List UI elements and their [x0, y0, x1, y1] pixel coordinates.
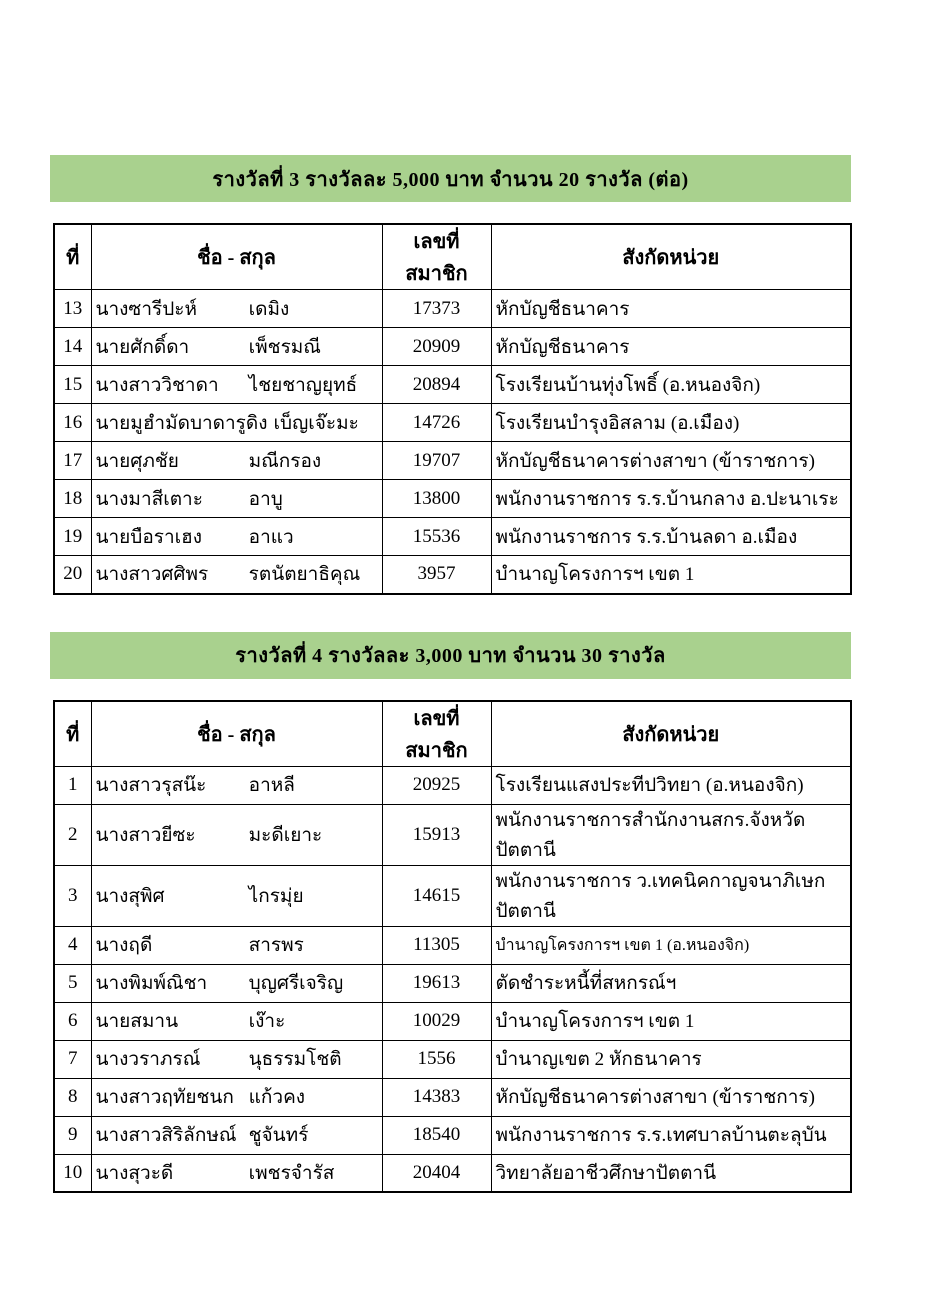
prize-4-table — [53, 700, 852, 1194]
unit-cell: หักบัญชีธนาคาร — [491, 290, 851, 328]
table-header-row — [54, 224, 851, 290]
row-number-cell: 7 — [54, 1040, 91, 1078]
prize-3-table — [53, 223, 852, 595]
unit-cell: ตัดชำระหนี้ที่สหกรณ์ฯ — [491, 964, 851, 1002]
last-name: นุธรรมโชติ — [248, 1049, 342, 1070]
last-name: ไกรมุ่ย — [248, 885, 304, 907]
last-name: แก้วคง — [248, 1087, 306, 1108]
name-cell — [91, 1116, 382, 1154]
unit-cell: โรงเรียนบ้านทุ่งโพธิ์ (อ.หนองจิก) — [491, 366, 851, 404]
last-name: อาหลี — [248, 775, 295, 796]
first-name: นางมาสีเตาะ — [95, 488, 203, 510]
column-header-name: ชื่อ - สกุล — [91, 224, 382, 290]
name-cell — [91, 804, 382, 865]
first-name: นางสุวะดี — [95, 1162, 174, 1184]
unit-cell: บำนาญโครงการฯ เขต 1 — [491, 556, 851, 594]
first-name: นางซารีปะห์ — [95, 298, 197, 320]
first-name: นายศักดิ์ดา — [95, 336, 190, 358]
column-header-member: เลขที่สมาชิก — [382, 224, 491, 290]
member-number-cell: 11305 — [382, 926, 491, 964]
member-number-cell: 20404 — [382, 1154, 491, 1192]
last-name: มณีกรอง — [248, 450, 322, 472]
prize-4-banner — [50, 632, 851, 679]
member-number-cell: 14383 — [382, 1078, 491, 1116]
row-number-cell: 15 — [54, 366, 91, 404]
first-name: นางสาววิชาดา — [95, 374, 219, 396]
name-cell — [91, 480, 382, 518]
last-name: อาบู — [248, 488, 283, 510]
row-number-cell: 1 — [54, 766, 91, 804]
unit-cell: หักบัญชีธนาคารต่างสาขา (ข้าราชการ) — [491, 1078, 851, 1116]
row-number-cell: 19 — [54, 518, 91, 556]
name-cell — [91, 926, 382, 964]
member-number-cell: 19613 — [382, 964, 491, 1002]
name-cell — [91, 556, 382, 594]
last-name: มะดีเยาะ — [248, 824, 323, 846]
unit-cell: โรงเรียนแสงประทีปวิทยา (อ.หนองจิก) — [491, 766, 851, 804]
last-name: ไชยชาญยุทธ์ — [248, 374, 358, 396]
member-number-cell: 14615 — [382, 865, 491, 926]
last-name: อาแว — [248, 526, 294, 548]
unit-cell: บำนาญโครงการฯ เขต 1 (อ.หนองจิก) — [491, 926, 851, 964]
first-name: นางฤดี — [95, 935, 153, 956]
name-cell — [91, 1040, 382, 1078]
row-number-cell: 10 — [54, 1154, 91, 1192]
member-number-cell: 15536 — [382, 518, 491, 556]
table-row — [54, 1116, 851, 1154]
name-cell — [91, 1078, 382, 1116]
last-name: เพชรจำรัส — [248, 1162, 335, 1184]
member-number-cell: 14726 — [382, 404, 491, 442]
member-number-cell: 10029 — [382, 1002, 491, 1040]
row-number-cell: 17 — [54, 442, 91, 480]
first-name: นางสาวศศิพร — [95, 564, 209, 586]
row-number-cell: 4 — [54, 926, 91, 964]
name-cell — [91, 964, 382, 1002]
table-row — [54, 518, 851, 556]
member-number-cell: 18540 — [382, 1116, 491, 1154]
unit-cell: พนักงานราชการ ร.ร.บ้านกลาง อ.ปะนาเระ — [491, 480, 851, 518]
table-row — [54, 865, 851, 926]
column-header-unit: สังกัดหน่วย — [491, 701, 851, 767]
row-number-cell: 13 — [54, 290, 91, 328]
prize-3-banner-title: รางวัลที่ 3 รางวัลละ 5,000 บาท จำนวน 20 รางวัล (ต่อ) — [212, 168, 689, 191]
first-name: นางสาวรุสน๊ะ — [95, 775, 207, 796]
table-row — [54, 1078, 851, 1116]
member-number-cell: 13800 — [382, 480, 491, 518]
name-cell — [91, 865, 382, 926]
table-row — [54, 1002, 851, 1040]
table-row — [54, 290, 851, 328]
row-number-cell: 9 — [54, 1116, 91, 1154]
unit-cell: พนักงานราชการ ร.ร.บ้านลดา อ.เมือง — [491, 518, 851, 556]
table-row — [54, 404, 851, 442]
row-number-cell: 16 — [54, 404, 91, 442]
unit-cell: หักบัญชีธนาคารต่างสาขา (ข้าราชการ) — [491, 442, 851, 480]
column-header-no: ที่ — [54, 701, 91, 767]
member-number-cell: 20894 — [382, 366, 491, 404]
name-cell — [91, 518, 382, 556]
row-number-cell: 5 — [54, 964, 91, 1002]
name-cell — [91, 766, 382, 804]
last-name: สารพร — [248, 935, 304, 956]
row-number-cell: 14 — [54, 328, 91, 366]
table-row — [54, 442, 851, 480]
row-number-cell: 20 — [54, 556, 91, 594]
unit-cell: บำนาญเขต 2 หักธนาคาร — [491, 1040, 851, 1078]
row-number-cell: 18 — [54, 480, 91, 518]
first-name: นางสาวฤทัยชนก — [95, 1087, 234, 1108]
row-number-cell: 3 — [54, 865, 91, 926]
first-name: นางสาวยีซะ — [95, 824, 196, 846]
row-number-cell: 8 — [54, 1078, 91, 1116]
table-row — [54, 1040, 851, 1078]
prize-4-banner-title: รางวัลที่ 4 รางวัลละ 3,000 บาท จำนวน 30 รางวัล — [235, 645, 666, 667]
table-row — [54, 556, 851, 594]
member-number-cell: 20925 — [382, 766, 491, 804]
name-cell — [91, 442, 382, 480]
member-number-cell: 3957 — [382, 556, 491, 594]
table-row — [54, 1154, 851, 1192]
member-number-cell: 19707 — [382, 442, 491, 480]
last-name: บุญศรีเจริญ — [248, 973, 344, 994]
first-name: นางวราภรณ์ — [95, 1049, 201, 1070]
table-row — [54, 964, 851, 1002]
member-number-cell: 17373 — [382, 290, 491, 328]
last-name: เพ็ชรมณี — [248, 336, 321, 358]
row-number-cell: 6 — [54, 1002, 91, 1040]
column-header-name: ชื่อ - สกุล — [91, 701, 382, 767]
unit-cell: บำนาญโครงการฯ เขต 1 — [491, 1002, 851, 1040]
unit-cell: พนักงานราชการ ว.เทคนิคกาญจนาภิเษก ปัตตานี — [491, 865, 851, 926]
table-row — [54, 766, 851, 804]
page-content — [50, 155, 851, 1193]
last-name: เบ็ญเจ๊ะมะ — [273, 412, 359, 434]
table-row — [54, 328, 851, 366]
first-name: นายสมาน — [95, 1011, 179, 1032]
unit-cell: พนักงานราชการสำนักงานสกร.จังหวัดปัตตานี — [491, 804, 851, 865]
prize-3-banner — [50, 155, 851, 202]
name-cell — [91, 290, 382, 328]
name-cell — [91, 1002, 382, 1040]
unit-cell: โรงเรียนบำรุงอิสลาม (อ.เมือง) — [491, 404, 851, 442]
row-number-cell: 2 — [54, 804, 91, 865]
last-name: เดมิง — [248, 298, 290, 320]
table-row — [54, 804, 851, 865]
table-row — [54, 366, 851, 404]
first-name: นางสาวสิริลักษณ์ — [95, 1125, 237, 1146]
column-header-no: ที่ — [54, 224, 91, 290]
column-header-member: เลขที่สมาชิก — [382, 701, 491, 767]
name-cell — [91, 1154, 382, 1192]
member-number-cell: 20909 — [382, 328, 491, 366]
first-name: นายบือราเฮง — [95, 526, 203, 548]
member-number-cell: 1556 — [382, 1040, 491, 1078]
member-number-cell: 15913 — [382, 804, 491, 865]
name-cell — [91, 328, 382, 366]
name-cell — [91, 366, 382, 404]
first-name: นางสุพิศ — [95, 885, 165, 907]
table-row — [54, 926, 851, 964]
first-name: นายมูฮำมัดบาดารูดิง — [95, 412, 268, 434]
table-header-row — [54, 701, 851, 767]
last-name: รตนัตยาธิคุณ — [248, 564, 361, 586]
unit-cell: วิทยาลัยอาชีวศึกษาปัตตานี — [491, 1154, 851, 1192]
first-name: นายศุภชัย — [95, 450, 179, 472]
unit-cell: พนักงานราชการ ร.ร.เทศบาลบ้านตะลุบัน — [491, 1116, 851, 1154]
last-name: เง๊าะ — [248, 1011, 286, 1032]
first-name: นางพิมพ์ณิชา — [95, 973, 208, 994]
column-header-unit: สังกัดหน่วย — [491, 224, 851, 290]
last-name: ชูจันทร์ — [248, 1125, 309, 1146]
unit-cell: หักบัญชีธนาคาร — [491, 328, 851, 366]
name-cell — [91, 404, 382, 442]
table-row — [54, 480, 851, 518]
